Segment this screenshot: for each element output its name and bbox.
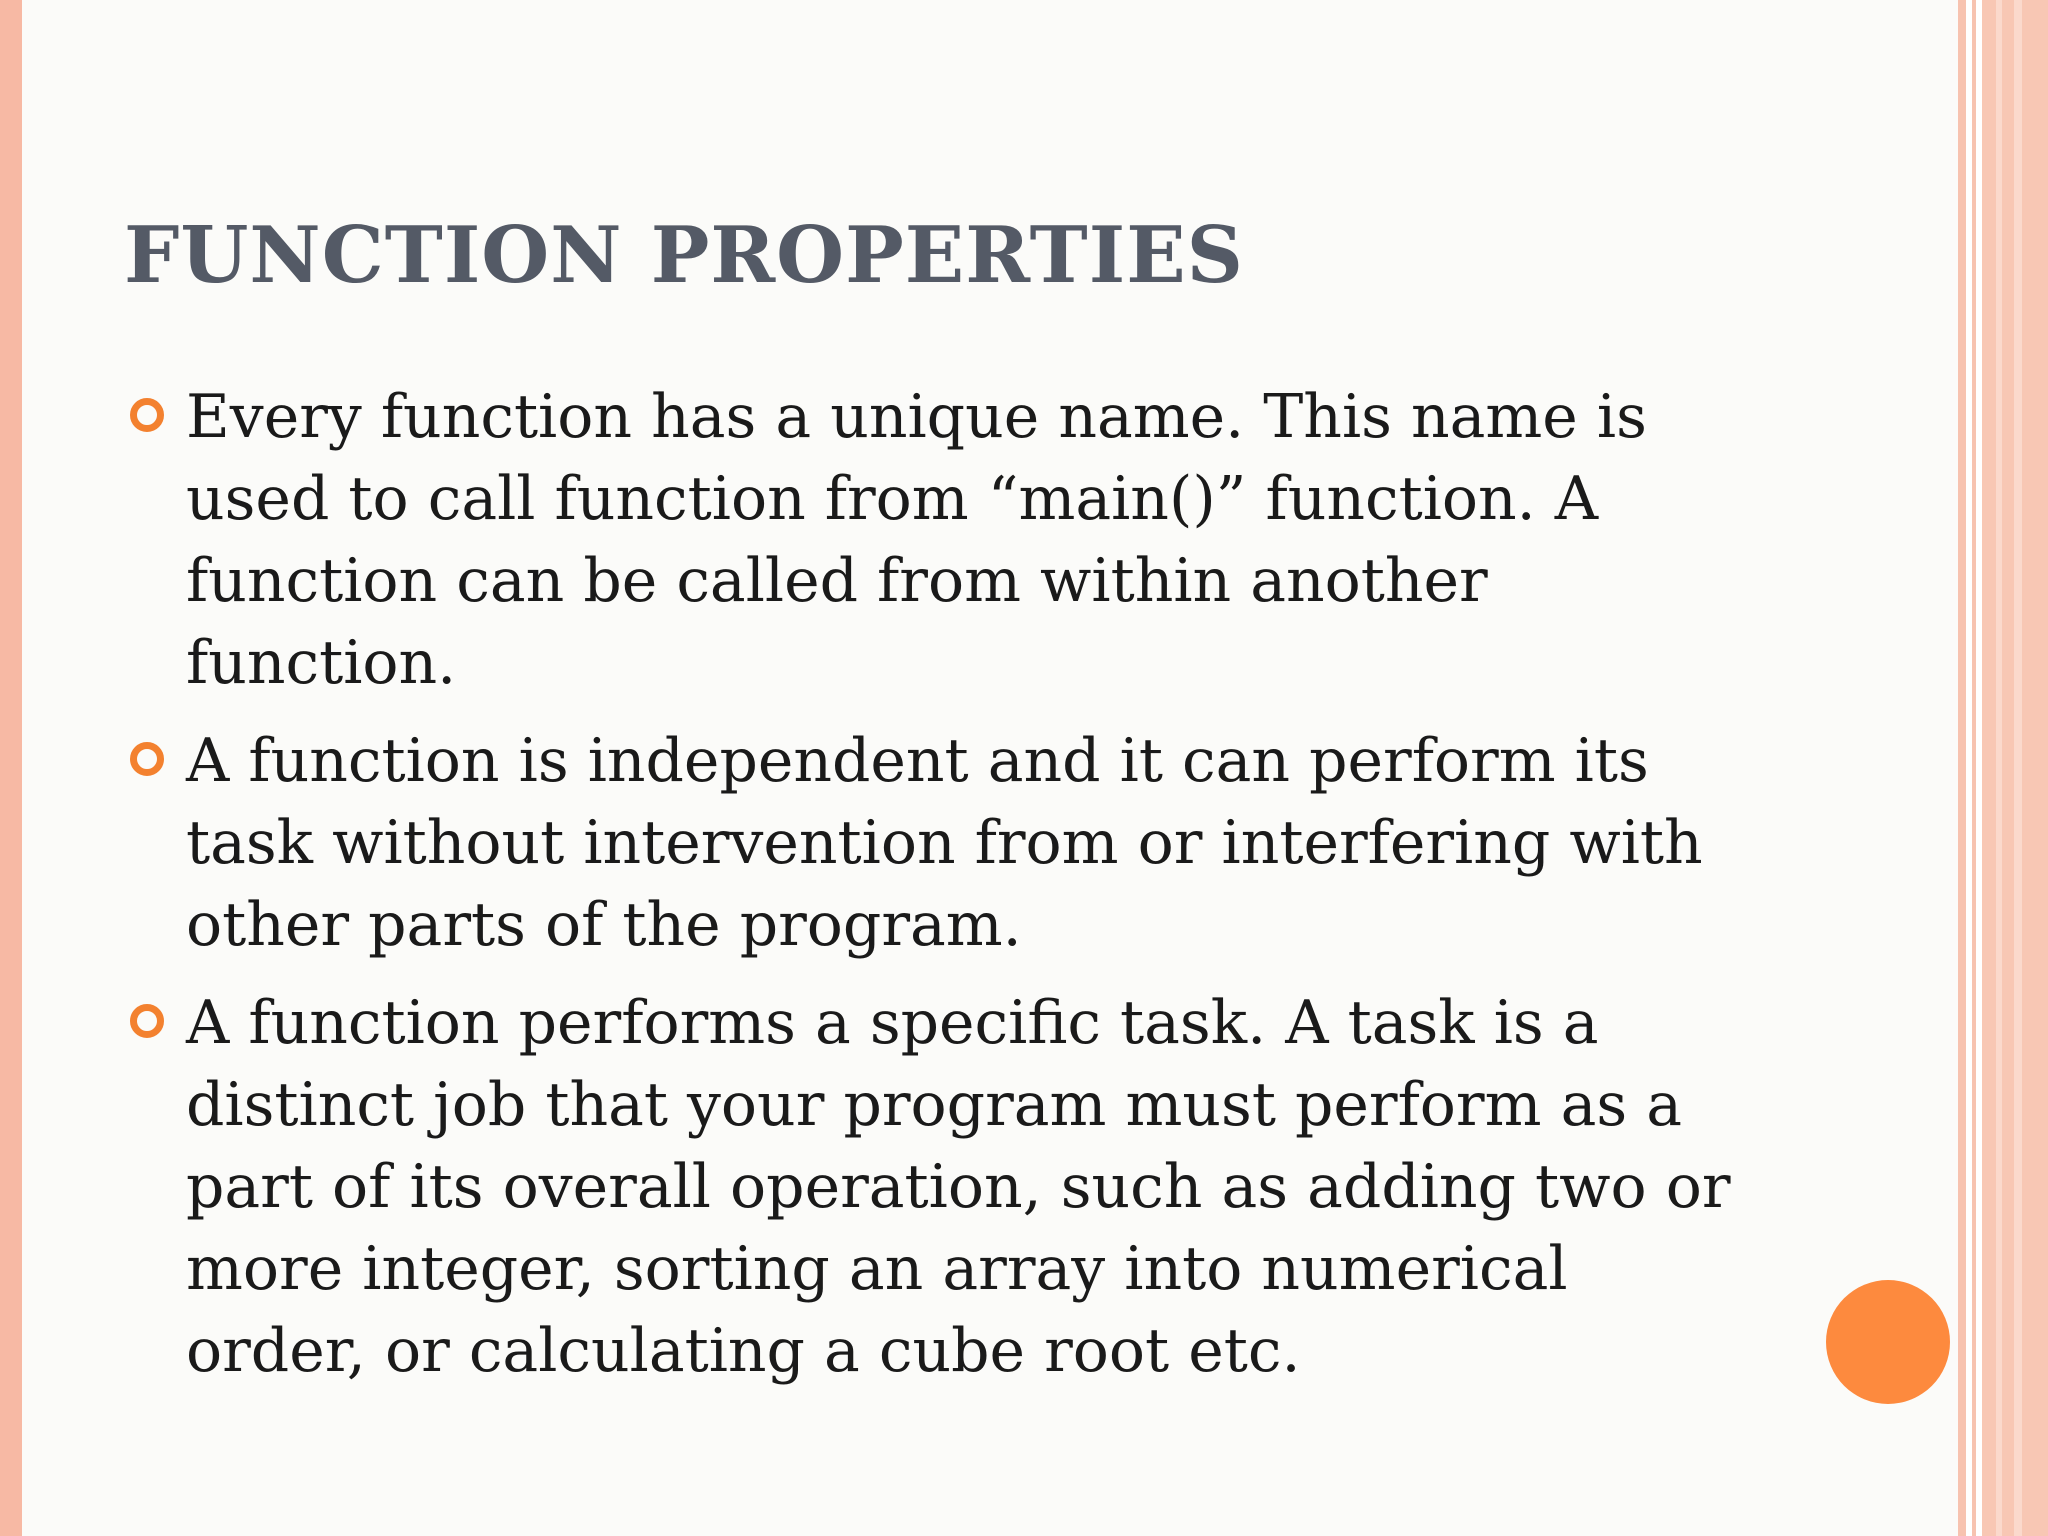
bullet-item — [126, 376, 1766, 704]
bullet-text: A function is independent and it can perform its task without intervention from or interfering with other parts of the program. — [186, 726, 1703, 960]
right-border-line — [1972, 0, 1976, 1536]
right-border-line — [1958, 0, 1966, 1536]
slide-title: FUNCTION PROPERTIES — [124, 210, 1244, 301]
orange-circle-icon — [1826, 1280, 1950, 1404]
hollow-circle-icon — [130, 742, 164, 776]
right-border-line — [1996, 0, 2002, 1536]
hollow-circle-icon — [130, 1004, 164, 1038]
bullet-item — [126, 720, 1766, 966]
bullet-text: A function performs a specific task. A task is a distinct job that your program must perform as a part of its overall operation, such as adding two or more integer, sorting an array into numerical order, or calculating a cube root etc. — [186, 988, 1731, 1386]
right-border-line — [2014, 0, 2022, 1536]
left-border-strip — [0, 0, 22, 1536]
bullet-text: Every function has a unique name. This name is used to call function from “main()” function. A function can be called from within another function. — [186, 382, 1647, 698]
bullet-list — [126, 376, 1766, 1408]
hollow-circle-icon — [130, 398, 164, 432]
bullet-item — [126, 982, 1766, 1392]
